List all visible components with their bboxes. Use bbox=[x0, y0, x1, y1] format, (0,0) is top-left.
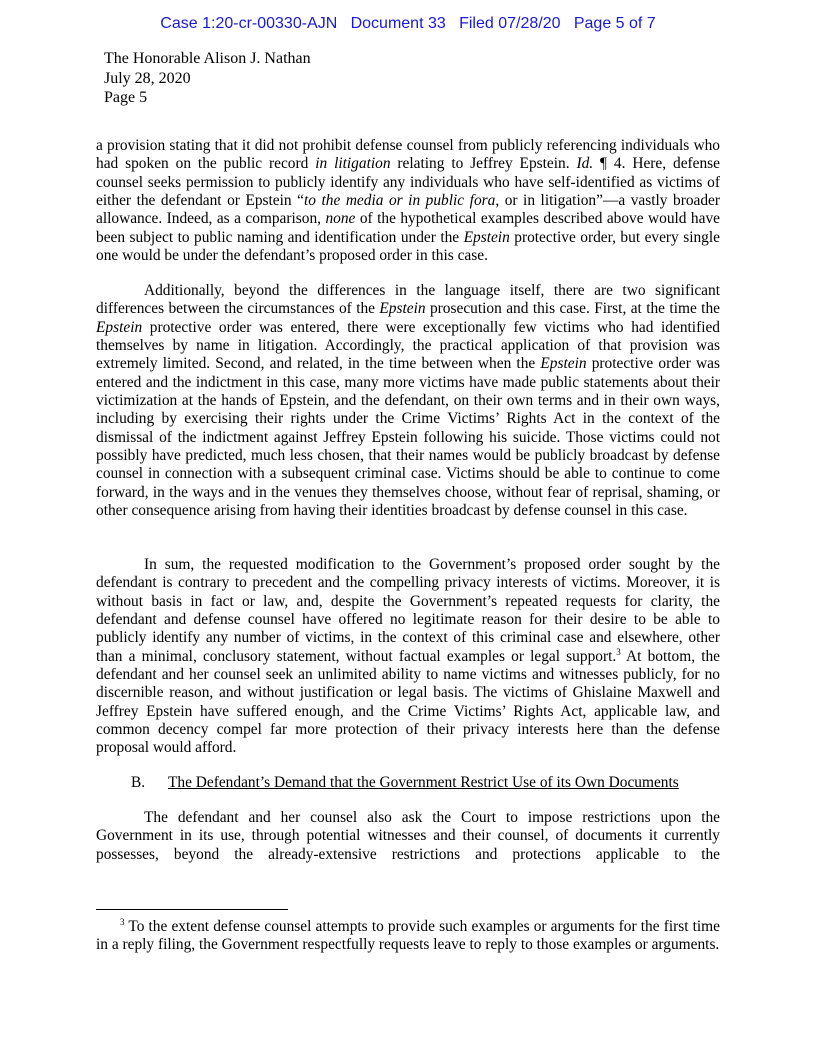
date-line: July 28, 2020 bbox=[104, 69, 191, 87]
emphasis-text: Epstein bbox=[96, 318, 143, 336]
emphasis-text: to the media or in public fora bbox=[303, 192, 496, 210]
letter-header bbox=[104, 49, 311, 108]
text-run: , or in litigation”—a vastly broader allowance. Indeed, as a comparison, bbox=[96, 192, 720, 228]
text-run: At bottom, the defendant and her counsel seek an unlimited ability to name victims and witnesses publicly, for no discernible reason, and without justification or legal basis. The victims of Ghislaine Maxwell and Jeffrey Epstein have suffered enough, and the Crime Victims’ Rights Act, applicable law, and common decency compel far more protection of their privacy interests here than the defense proposal would afford. bbox=[96, 647, 721, 757]
text-run: prosecution and this case. First, at the time the bbox=[425, 300, 720, 318]
footnote-divider bbox=[96, 909, 288, 910]
emphasis-text: in litigation bbox=[315, 155, 391, 173]
footnote-text: To the extent defense counsel attempts to provide such examples or arguments for the first time in a reply filing, the Government respectfully requests leave to reply to those examples or arguments. bbox=[96, 918, 720, 954]
emphasis-text: Epstein bbox=[463, 228, 510, 246]
emphasis-text: none bbox=[325, 210, 356, 228]
recipient-line: The Honorable Alison J. Nathan bbox=[104, 50, 311, 67]
section-heading-b bbox=[131, 774, 679, 792]
text-run: In sum, the requested modification to the Government’s proposed order sought by the defendant is contrary to precedent and the compelling privacy interests of victims. Moreover, it is without basis in fact or law, and, despite the Government’s repeated requests for clarity, the defendant and defense counsel have offered no legitimate reason for their desire to be able to publicly identify any number of victims, in the context of this criminal case and elsewhere, other than a minimal, conclusory statement, without factual examples or legal support. bbox=[96, 556, 720, 665]
text-run: protective order, but every single one would be under the defendant’s proposed order in this case. bbox=[96, 228, 720, 265]
emphasis-text: Epstein bbox=[540, 355, 587, 373]
text-run: a provision stating that it did not prohibit defense counsel from publicly referencing individuals who had spoken on the public record bbox=[96, 137, 720, 173]
text-run: relating to Jeffrey Epstein. bbox=[390, 155, 577, 173]
section-title: The Defendant’s Demand that the Government Restrict Use of its Own Documents bbox=[168, 774, 679, 791]
paragraph-4 bbox=[96, 809, 720, 864]
paragraph-1 bbox=[96, 137, 720, 265]
text-run: The defendant and her counsel also ask the Court to impose restrictions upon the Government in its use, through potential witnesses and their counsel, of documents it currently possesses, beyond the already-extensive restrictions and protections applicable to the bbox=[96, 809, 720, 863]
text-run: Additionally, beyond the differences in the language itself, there are two significant differences between the circumstances of the bbox=[96, 282, 720, 318]
text-run: of the hypothetical examples described above would have been subject to public naming and identification under the bbox=[96, 210, 720, 246]
ecf-filing-header: Case 1:20-cr-00330-AJN Document 33 Filed 07/28/20 Page 5 of 7 bbox=[160, 15, 656, 32]
text-run: protective order was entered and the indictment in this case, many more victims have made public statements about their victimization at the hands of Epstein, and the defendant, on their own terms and in their own ways, including by exercising their rights under the Crime Victims’ Rights Act in the context of the dismissal of the indictment against Jeffrey Epstein following his suicide. Those victims could not possibly have predicted, much less chosen, that their names would be publicly broadcast by defense counsel in connection with a subsequent criminal case. Victims should be able to continue to come forward, in the ways and in the venues they themselves choose, without fear of reprisal, shaming, or other consequence arising from having their identities broadcast by defense counsel in this case. bbox=[96, 355, 720, 520]
footnote bbox=[96, 918, 720, 955]
footnote-number: 3 bbox=[120, 916, 125, 927]
page-number-line: Page 5 bbox=[104, 89, 148, 106]
text-run: protective order was entered, there were exceptionally few victims who had identified themselves by name in litigation. Accordingly, the practical application of that provision was extremely limited. Second, and related, in the time between when the bbox=[96, 318, 720, 373]
section-letter: B. bbox=[131, 774, 146, 791]
paragraph-2 bbox=[96, 282, 720, 520]
emphasis-text: Epstein bbox=[379, 300, 426, 318]
paragraph-3 bbox=[96, 556, 720, 758]
emphasis-text: Id. bbox=[576, 155, 594, 173]
text-run: ¶ 4. Here, defense counsel seeks permission to publicly identify any individuals who have self-identified as victims of either the defendant or Epstein “ bbox=[96, 155, 720, 210]
footnote-reference[interactable]: 3 bbox=[616, 646, 621, 657]
